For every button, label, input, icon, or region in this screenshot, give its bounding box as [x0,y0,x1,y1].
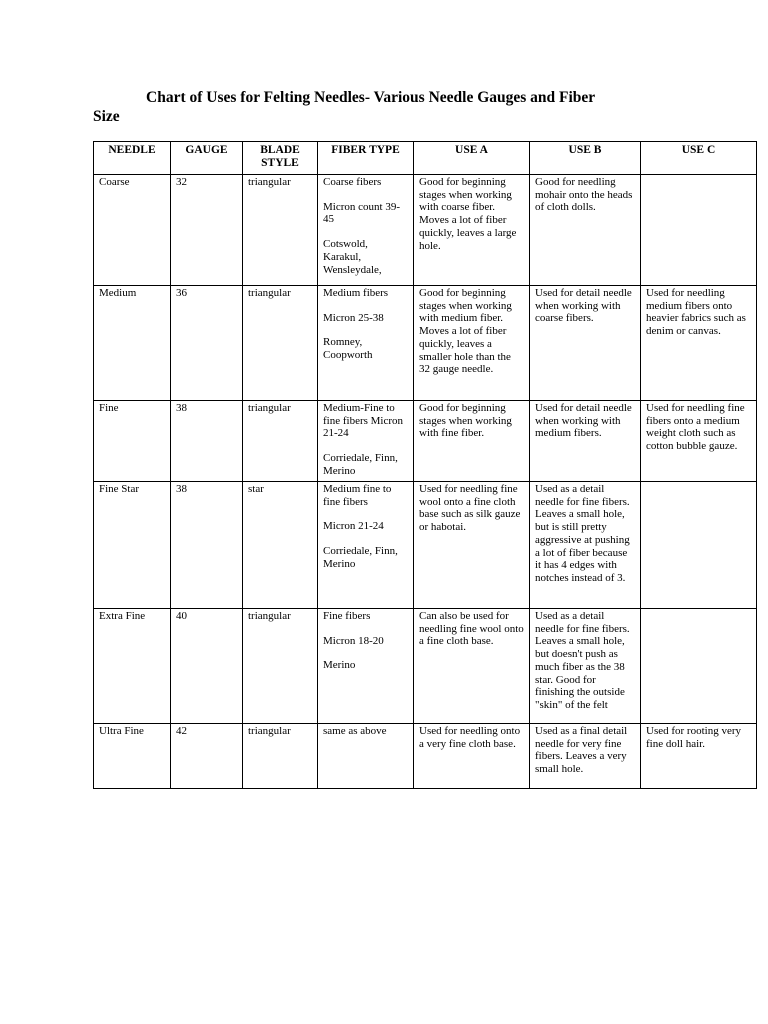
cell-blade: star [243,482,318,609]
fiber-line: Medium fibers [323,287,389,299]
cell-use-a: Can also be used for needling fine wool onto a fine cloth base. [414,609,530,724]
fiber-line: Micron 25-38 [323,311,384,324]
cell-use-b: Used as a detail needle for fine fibers. Leaves a small hole, but doesn't push as much fiber as the 38 star. Good for finishing the outside "skin" of the felt [530,609,641,724]
fiber-line: Romney, Coopworth [323,336,373,362]
table-row [94,609,757,724]
cell-use-c: Used for needling fine fibers onto a medium weight cloth such as cotton bubble gauze. [641,401,757,482]
cell-fiber [318,401,414,482]
cell-needle: Coarse [94,175,171,286]
fiber-line: Corriedale, Finn, Merino [323,545,398,570]
table-header-row [94,142,757,175]
cell-fiber [318,482,414,609]
fiber-line: Coarse fibers [323,176,382,188]
cell-gauge: 42 [171,724,243,789]
needle-uses-table [93,141,757,789]
cell-fiber [318,609,414,724]
cell-use-a: Good for beginning stages when working with coarse fiber. Moves a lot of fiber quickly, leaves a large hole. [414,175,530,286]
header-fiber-type: FIBER TYPE [318,142,414,175]
cell-gauge: 38 [171,482,243,609]
table-row [94,401,757,482]
cell-blade: triangular [243,175,318,286]
cell-blade: triangular [243,609,318,724]
table-row [94,286,757,401]
cell-use-a: Good for beginning stages when working with medium fiber. Moves a lot of fiber quickly, leaves a smaller hole than the 32 gauge needle. [414,286,530,401]
cell-needle: Medium [94,286,171,401]
cell-needle: Extra Fine [94,609,171,724]
cell-use-c: Used for rooting very fine doll hair. [641,724,757,789]
cell-use-c: Used for needling medium fibers onto heavier fabrics such as denim or canvas. [641,286,757,401]
fiber-line: Cotswold, Karakul, Wensleydale, [323,238,382,276]
table-row [94,482,757,609]
fiber-line: Corriedale, Finn, Merino [323,452,398,477]
header-use-a: USE A [414,142,530,175]
fiber-line: Medium fine to fine fibers [323,483,392,508]
header-needle: NEEDLE [94,142,171,175]
cell-fiber [318,286,414,401]
cell-blade: triangular [243,401,318,482]
cell-needle: Fine [94,401,171,482]
table-row [94,724,757,789]
header-blade-style: BLADE STYLE [243,142,318,175]
fiber-line: Micron 21-24 [323,520,384,533]
cell-use-b: Used as a detail needle for fine fibers. Leaves a small hole, but is still pretty aggressive at pushing a lot of fiber because it has 4 edges with notches instead of 3. [530,482,641,609]
cell-use-a: Good for beginning stages when working with fine fiber. [414,401,530,482]
cell-gauge: 38 [171,401,243,482]
cell-gauge: 32 [171,175,243,286]
cell-gauge: 40 [171,609,243,724]
cell-use-a: Used for needling onto a very fine cloth base. [414,724,530,789]
fiber-line: same as above [323,725,387,737]
cell-use-b: Good for needling mohair onto the heads of cloth dolls. [530,175,641,286]
cell-blade: triangular [243,724,318,789]
page-title [93,88,693,126]
title-line-1: Chart of Uses for Felting Needles- Various Needle Gauges and Fiber [146,89,596,106]
fiber-line: Fine fibers [323,610,371,622]
cell-fiber [318,175,414,286]
fiber-line: Micron count 39-45 [323,200,400,226]
cell-needle: Ultra Fine [94,724,171,789]
cell-needle: Fine Star [94,482,171,609]
fiber-line: Merino [323,659,356,672]
header-use-c: USE C [641,142,757,175]
header-gauge: GAUGE [171,142,243,175]
cell-gauge: 36 [171,286,243,401]
cell-use-c [641,609,757,724]
title-line-2: Size [93,108,120,125]
cell-use-c [641,482,757,609]
fiber-line: Medium-Fine to fine fibers Micron 21-24 [323,402,404,440]
cell-use-a: Used for needling fine wool onto a fine cloth base such as silk gauze or habotai. [414,482,530,609]
cell-fiber [318,724,414,789]
cell-use-b: Used for detail needle when working with medium fibers. [530,401,641,482]
cell-use-b: Used as a final detail needle for very fine fibers. Leaves a very small hole. [530,724,641,789]
fiber-line: Micron 18-20 [323,634,384,647]
cell-use-b: Used for detail needle when working with coarse fibers. [530,286,641,401]
table-row [94,175,757,286]
cell-blade: triangular [243,286,318,401]
cell-use-c [641,175,757,286]
header-use-b: USE B [530,142,641,175]
